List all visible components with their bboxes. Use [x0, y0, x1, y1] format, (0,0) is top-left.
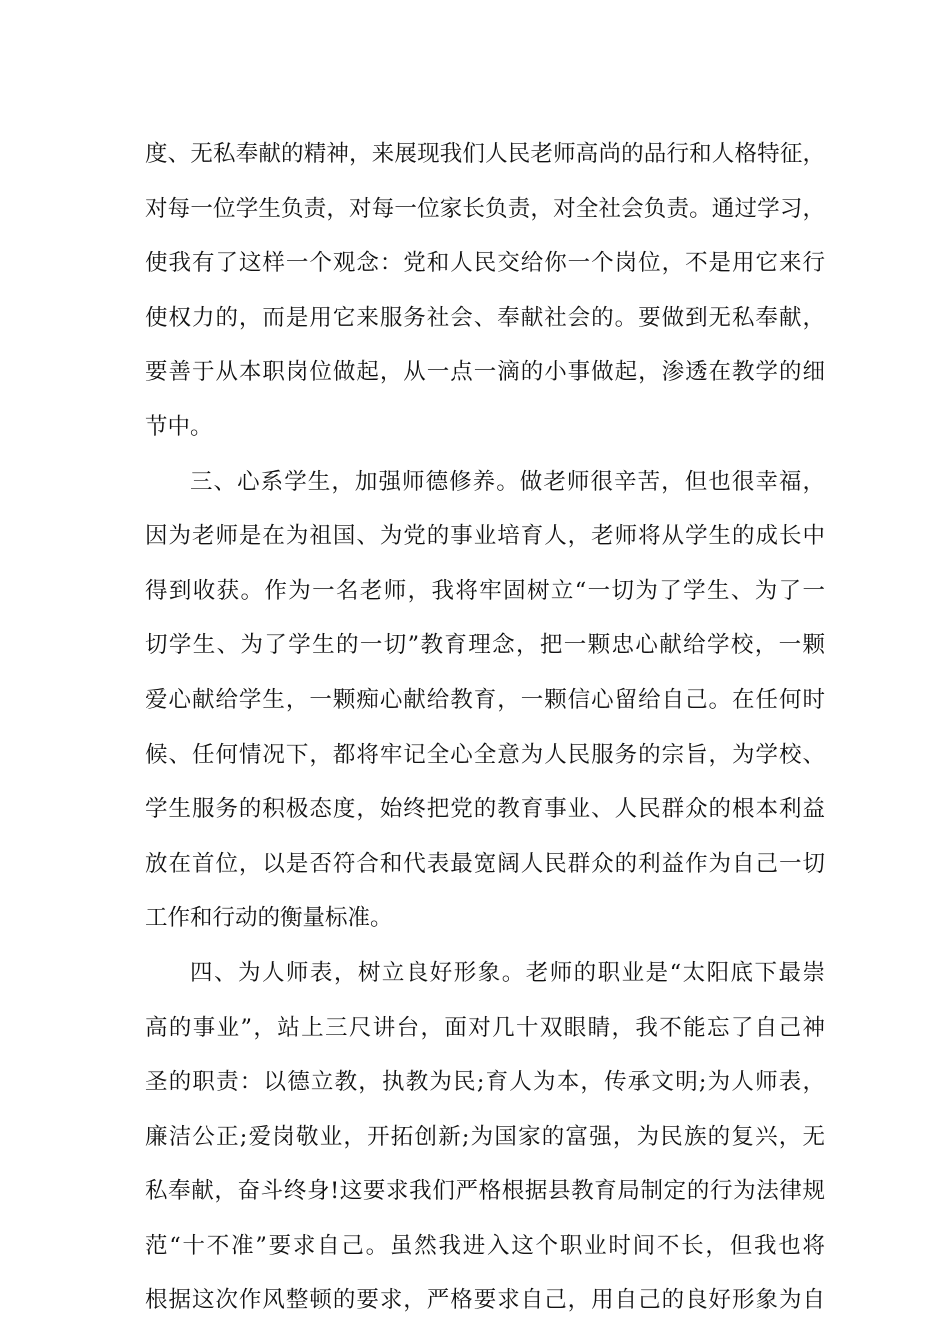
text-line: 爱心献给学生，一颗痴心献给教育，一颗信心留给自己。在任何时 — [145, 686, 825, 713]
text-line: 得到收获。作为一名老师，我将牢固树立“一切为了学生、为了一 — [145, 577, 825, 604]
text-line: 候、任何情况下，都将牢记全心全意为人民服务的宗旨，为学校、 — [145, 741, 825, 768]
text-line: 廉洁公正;爱岗敬业，开拓创新;为国家的富强，为民族的复兴，无 — [145, 1123, 825, 1150]
text-line: 切学生、为了学生的一切”教育理念，把一颗忠心献给学校，一颗 — [145, 632, 825, 659]
text-line: 私奉献，奋斗终身!这要求我们严格根据县教育局制定的行为法律规 — [145, 1178, 825, 1205]
text-line: 要善于从本职岗位做起，从一点一滴的小事做起，渗透在教学的细 — [145, 359, 825, 386]
text-line: 范“十不准”要求自己。虽然我进入这个职业时间不长，但我也将 — [145, 1232, 825, 1259]
paragraph-four-start: 四、为人师表，树立良好形象。老师的职业是“太阳底下最崇 — [190, 959, 825, 986]
text-line: 学生服务的积极态度，始终把党的教育事业、人民群众的根本利益 — [145, 796, 825, 823]
text-line: 节中。 — [145, 413, 213, 440]
document-body — [145, 127, 825, 1328]
text-line: 使权力的，而是用它来服务社会、奉献社会的。要做到无私奉献， — [145, 304, 825, 331]
text-line: 使我有了这样一个观念：党和人民交给你一个岗位，不是用它来行 — [145, 250, 825, 277]
text-line: 圣的职责：以德立教，执教为民;育人为本，传承文明;为人师表， — [145, 1069, 825, 1096]
text-line: 放在首位，以是否符合和代表最宽阔人民群众的利益作为自己一切 — [145, 850, 825, 877]
text-line: 因为老师是在为祖国、为党的事业培育人，老师将从学生的成长中 — [145, 523, 825, 550]
text-line: 度、无私奉献的精神，来展现我们人民老师高尚的品行和人格特征， — [145, 141, 825, 167]
text-line: 工作和行动的衡量标准。 — [145, 905, 393, 932]
text-line: 对每一位学生负责，对每一位家长负责，对全社会负责。通过学习， — [145, 195, 825, 222]
text-line: 根据这次作风整顿的要求，严格要求自己，用自己的良好形象为自 — [145, 1287, 825, 1314]
text-line: 高的事业”，站上三尺讲台，面对几十双眼睛，我不能忘了自己神 — [145, 1014, 825, 1041]
paragraph-three-start: 三、心系学生，加强师德修养。做老师很辛苦，但也很幸福， — [190, 468, 825, 495]
